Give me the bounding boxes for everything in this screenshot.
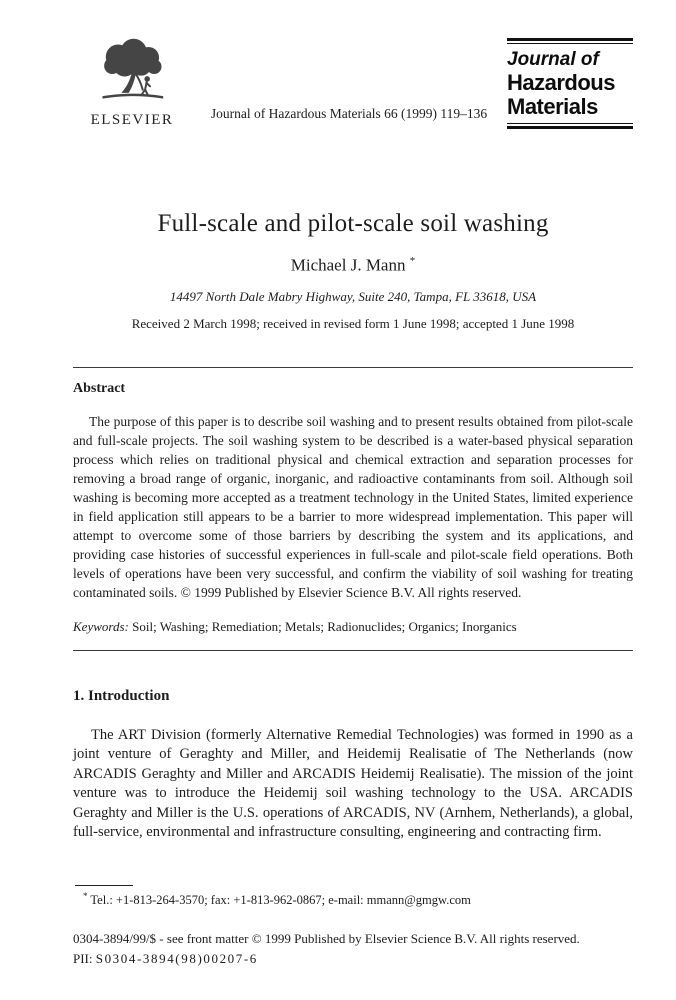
author-footnote-asterisk: * (409, 255, 416, 267)
abstract-body: The purpose of this paper is to describe soil washing and to present results obtained from pilot-scale and full-scale projects. The soil washing system to be described is a water-based physical separation process which relies on traditional physical and chemical extraction and separation processes for removing a broad range of organic, inorganic, and radioactive contaminants from soil. Although soil washing is becoming more accepted as a treatment technology in the United States, limited experience in field application still appears to be a barrier to more widespread implementation. This paper will attempt to overcome some of those barriers by describing the system and its applications, and providing case histories of successful experiences in full-scale and pilot-scale field operations. Both levels of operations have been very successful, and confirm the viability of soil washing for treating contaminated soils. © 1999 Published by Elsevier Science B.V. All rights reserved. (73, 413, 633, 600)
section-heading-introduction: 1. Introduction (73, 687, 170, 704)
page-footer (73, 931, 633, 967)
introduction-body: The ART Division (formerly Alternative Remedial Technologies) was formed in 1990 as a joint venture of Geraghty and Miller, and Heidemij Realisatie of The Netherlands (now ARCADIS Geraghty and Miller and ARCADIS Heidemij Realisatie). The mission of the joint venture was to introduce the Heidemij soil washing technology to the USA. ARCADIS Geraghty and Miller is the U.S. operations of ARCADIS, NV (Arnhem, Netherlands), a global, full-service, environmental and infrastructure consulting, engineering and contracting firm. (73, 726, 633, 841)
footnote-block (73, 885, 633, 908)
author-name: Michael J. Mann (290, 255, 406, 275)
journal-masthead-logo (507, 38, 633, 129)
masthead (73, 38, 633, 130)
footnote-rule (75, 885, 133, 886)
journal-citation: Journal of Hazardous Materials 66 (1999) 119–136 (210, 106, 488, 121)
pii-number: S0304-3894(98)00207-6 (95, 951, 258, 966)
masthead-rule-thick-top (507, 38, 633, 41)
pii-line (73, 951, 633, 967)
footnote-asterisk: * (83, 891, 88, 901)
author-line (73, 255, 633, 276)
abstract-section (73, 381, 633, 635)
abstract-heading: Abstract (73, 380, 126, 396)
elsevier-wordmark: ELSEVIER (90, 112, 174, 128)
journal-logo-line2: Hazardous (507, 70, 615, 95)
abstract-bottom-rule (73, 650, 633, 651)
author-affiliation: 14497 North Dale Mabry Highway, Suite 240, Tampa, FL 33618, USA (169, 288, 537, 304)
footnote-text: Tel.: +1-813-264-3570; fax: +1-813-962-0867; e-mail: mmann@gmgw.com (90, 893, 471, 908)
masthead-rule-thin-top (507, 43, 633, 44)
elsevier-tree-icon (91, 38, 173, 110)
issn-copyright-line: 0304-3894/99/$ - see front matter © 1999 Published by Elsevier Science B.V. All rights reserved. (73, 931, 580, 946)
footnote-line (73, 891, 633, 908)
received-dates-line: Received 2 March 1998; received in revised form 1 June 1998; accepted 1 June 1998 (131, 315, 575, 331)
abstract-top-rule (73, 367, 633, 368)
keywords-text: Soil; Washing; Remediation; Metals; Radionuclides; Organics; Inorganics (132, 618, 517, 634)
article-title: Full-scale and pilot-scale soil washing (157, 210, 549, 237)
masthead-rule-thick-bottom (507, 126, 633, 129)
page-content (73, 0, 633, 843)
journal-logo-line3: Materials (507, 94, 598, 119)
pii-label: PII: (73, 951, 93, 966)
keywords-label: Keywords: (73, 618, 129, 634)
journal-logo-line1: Journal of (507, 49, 599, 70)
introduction-section (73, 688, 633, 843)
keywords-line (73, 619, 633, 635)
elsevier-logo (73, 38, 191, 130)
masthead-rule-thin-bottom (507, 123, 633, 124)
title-block (73, 210, 633, 332)
